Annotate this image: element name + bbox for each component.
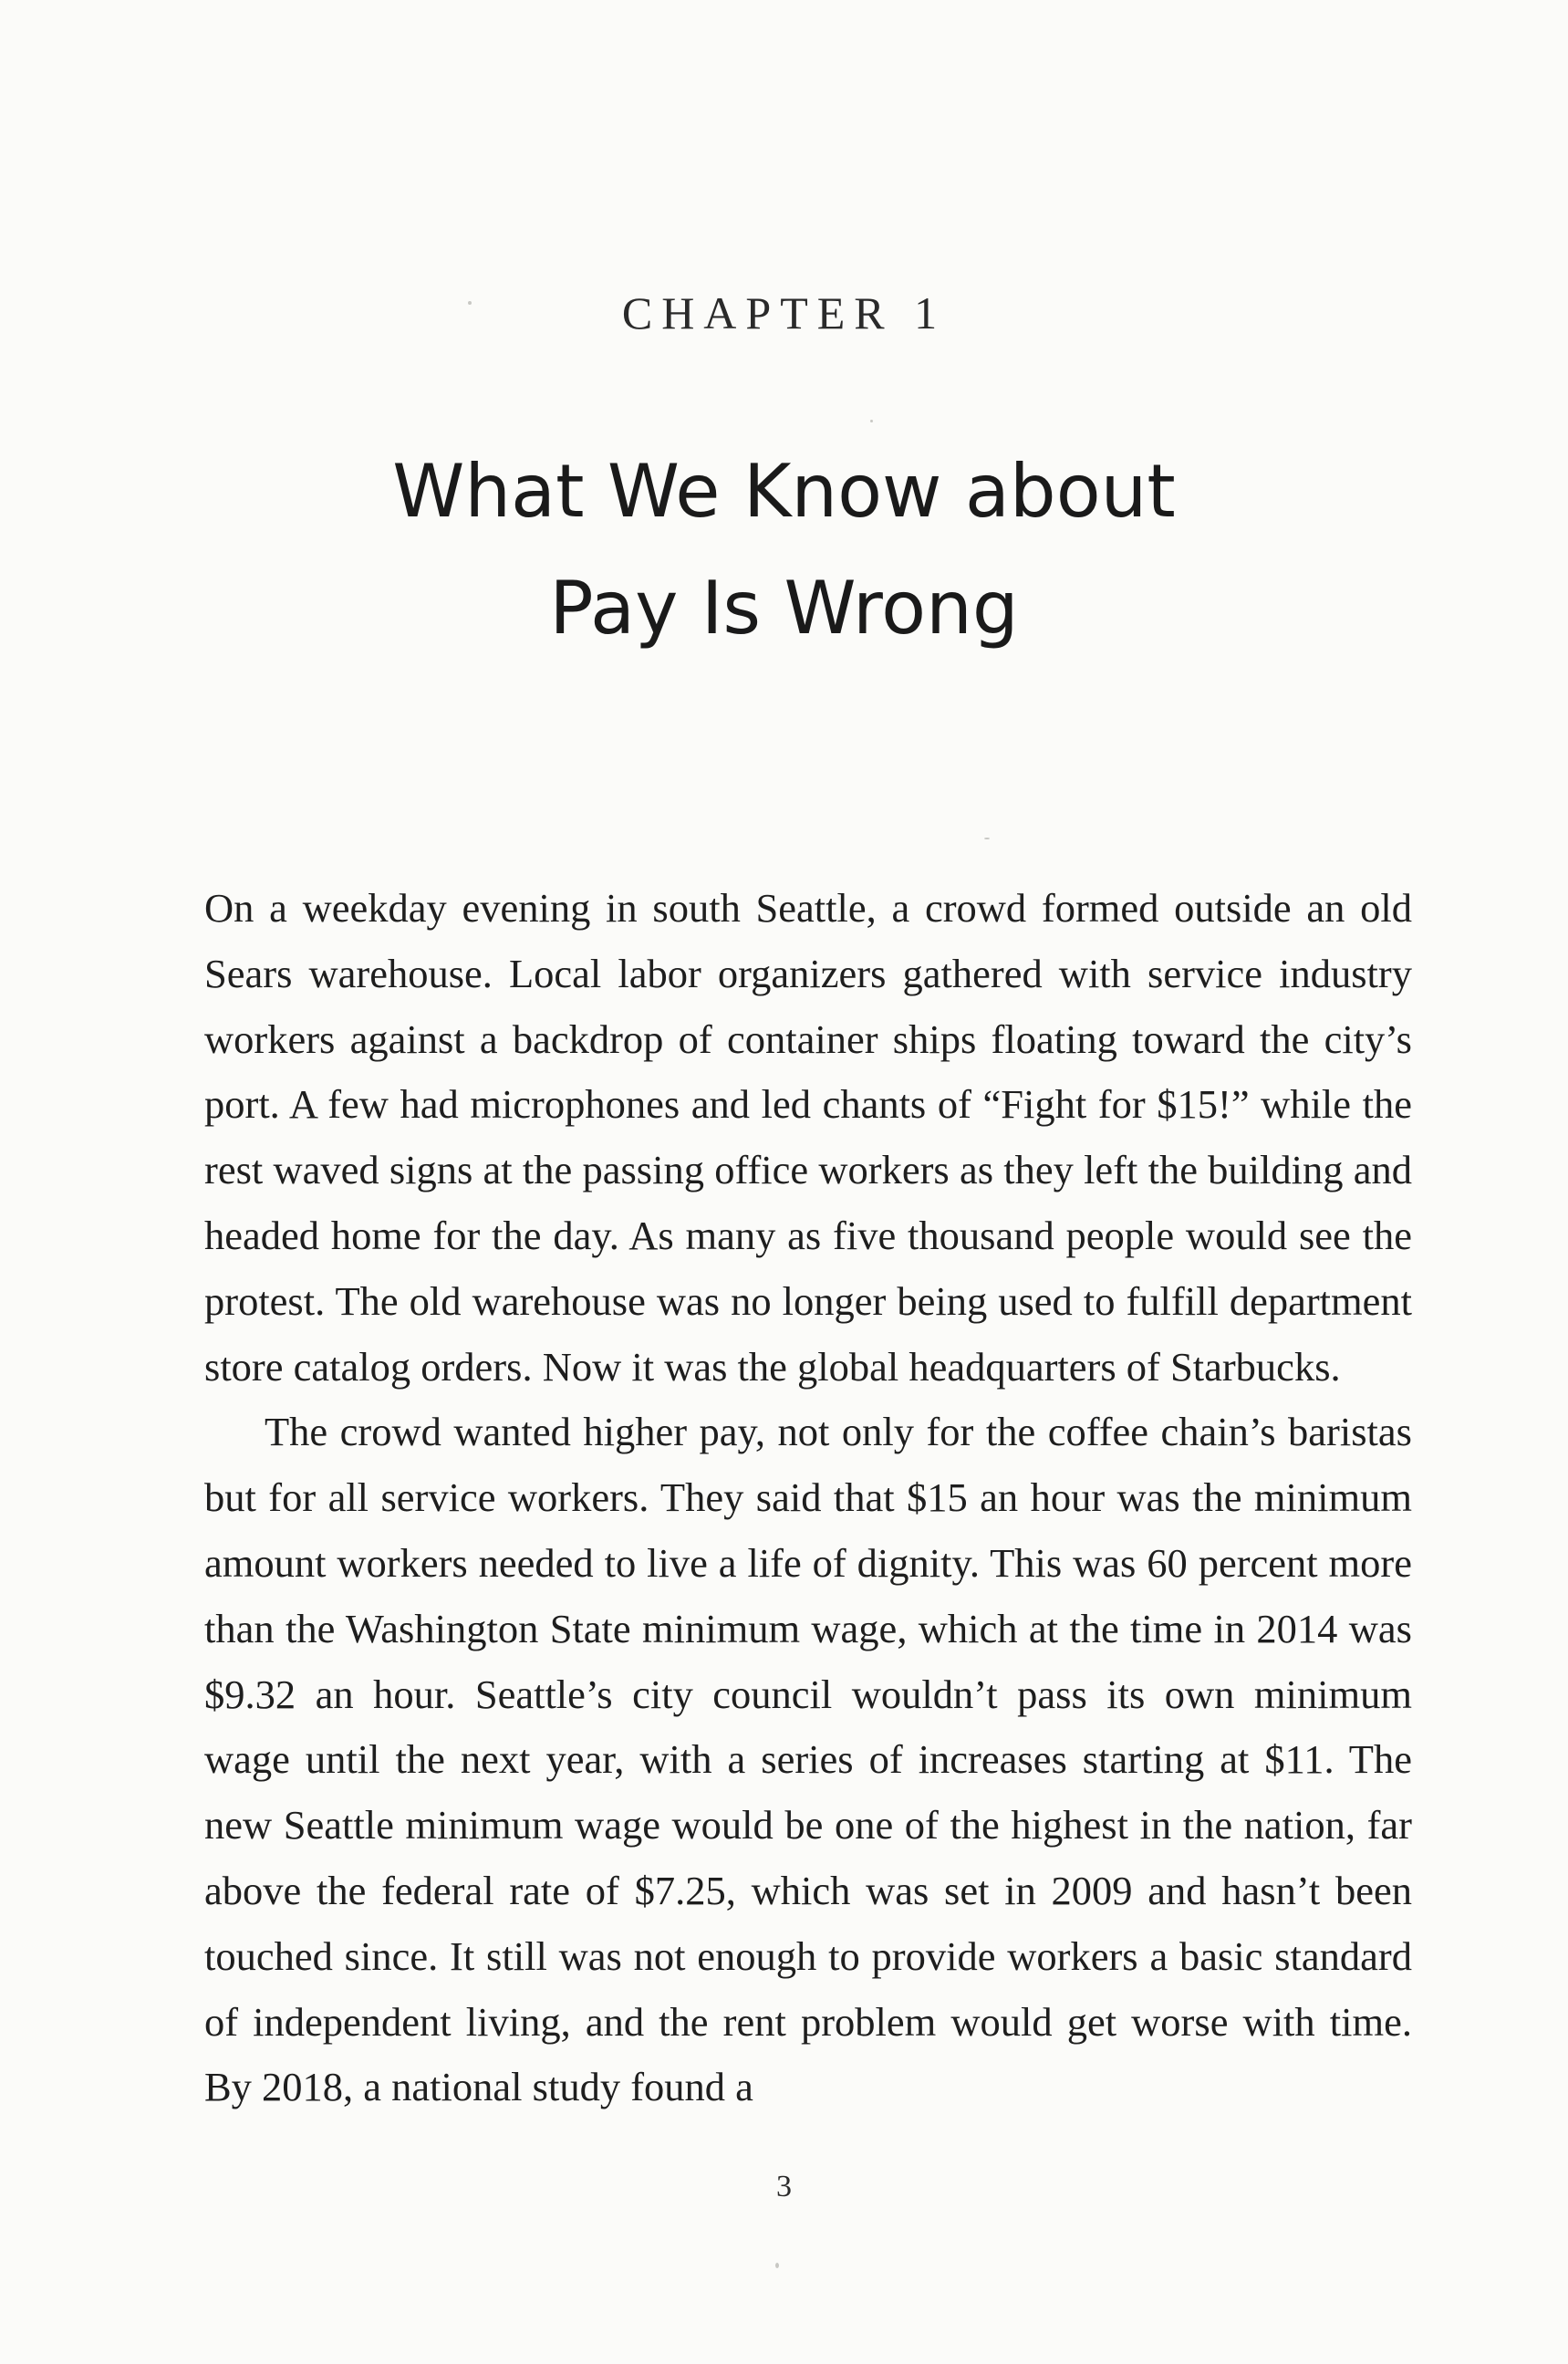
paragraph-2: The crowd wanted higher pay, not only for the coffee chain’s baristas but for all service workers. They said that $15 an hour was the minimum amount workers needed to live a life of dignity. This was 60 percent more than the Washington State minimum wage, which at the time in 2014 was $9.32 an hour. Seattle’s city council wouldn’t pass its own minimum wage until the next year, with a series of increases starting at $11. The new Seattle minimum wage would be one of the highest in the nation, far above the federal rate of $7.25, which was set in 2009 and hasn’t been touched since. It still was not enough to provide workers a basic standard of independent living, and the rent problem would get worse with time. By 2018, a national study found a	[204, 1409, 1412, 2110]
scan-speck	[775, 2263, 779, 2268]
body-text	[204, 876, 1412, 2120]
paragraph-1: On a weekday evening in south Seattle, a crowd formed outside an old Sears warehouse. Local labor organizers gathered with service industry workers against a backdrop of container ships floating toward the city’s port. A few had microphones and led chants of “Fight for $15!” while the rest waved signs at the passing office workers as they left the building and headed home for the day. As many as five thousand people would see the protest. The old warehouse was no longer being used to fulfill department store catalog orders. Now it was the global headquarters of Starbucks.	[204, 885, 1412, 1390]
scan-speck	[870, 420, 873, 422]
scan-speck	[984, 838, 990, 839]
page-number: 3	[776, 2170, 792, 2203]
chapter-title-line-1: What We Know about	[392, 449, 1176, 534]
chapter-label: CHAPTER 1	[621, 287, 947, 338]
chapter-title	[0, 433, 1568, 667]
chapter-title-line-2: Pay Is Wrong	[549, 566, 1019, 651]
